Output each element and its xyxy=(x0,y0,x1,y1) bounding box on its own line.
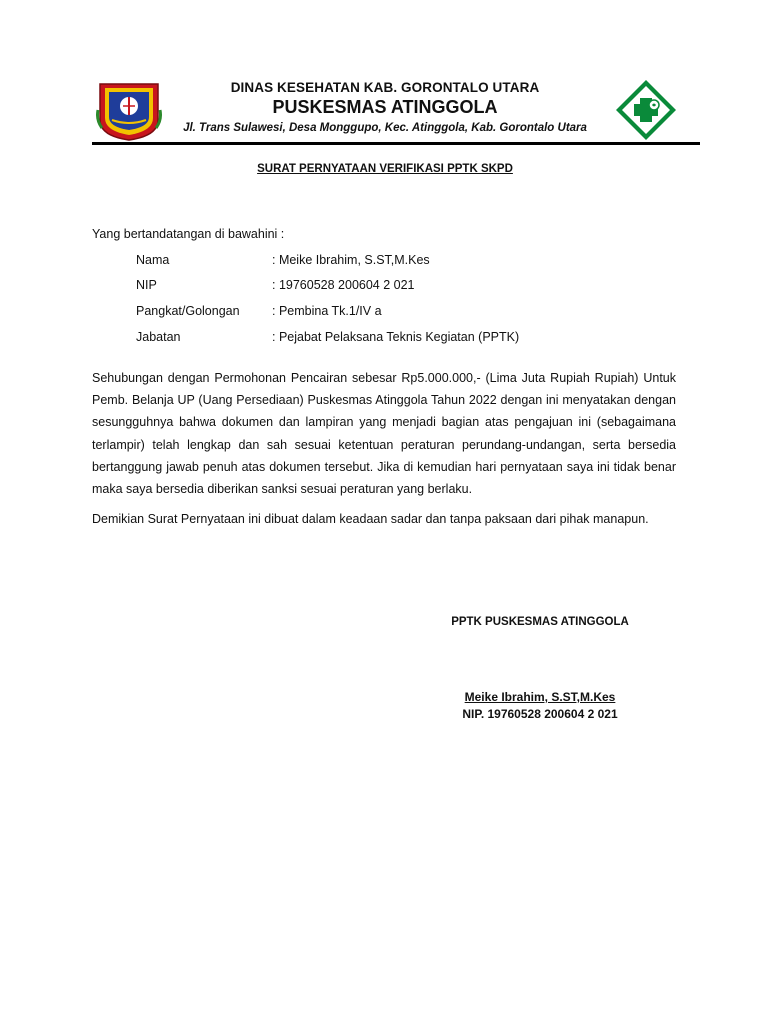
intro-text: Yang bertandatangan di bawahini : xyxy=(92,227,285,241)
puskesmas-cross-logo-icon xyxy=(614,78,678,142)
statement-paragraph: Sehubungan dengan Permohonan Pencairan sebesar Rp5.000.000,- (Lima Juta Rupiah Rupiah) Untuk Pemb. Belanja UP (Uang Persediaan) Puskesmas Atinggola Tahun 2022 dengan ini menyatakan dengan sesungguhnya bahwa dokumen dan lampiran yang menjadi bagian atas pengajuan ini (sebagaimana terlampir) telah lengkap dan sah sesuai ketentuan peraturan perundang-undangan, serta bersedia bertanggung jawab penuh atas dokumen tersebut. Jika di kemudian hari pernyataan saya ini tidak benar maka saya bersedia diberikan sanksi sesuai peraturan yang berlaku. xyxy=(92,371,676,497)
field-row-nama xyxy=(136,253,696,271)
field-value: : Pejabat Pelaksana Teknis Kegiatan (PPTK) xyxy=(272,330,520,344)
closing-paragraph: Demikian Surat Pernyataan ini dibuat dalam keadaan sadar dan tanpa paksaan dari pihak manapun. xyxy=(92,512,649,526)
field-value: : Pembina Tk.1/IV a xyxy=(272,304,382,318)
document-title: SURAT PERNYATAAN VERIFIKASI PPTK SKPD xyxy=(257,163,513,175)
field-label: Pangkat/Golongan xyxy=(136,304,240,318)
field-label: Nama xyxy=(136,253,170,267)
field-label: NIP xyxy=(136,278,157,292)
field-value: : Meike Ibrahim, S.ST,M.Kes xyxy=(272,253,430,267)
field-value: : 19760528 200604 2 021 xyxy=(272,278,415,292)
letterhead-agency: DINAS KESEHATAN KAB. GORONTALO UTARA xyxy=(230,80,540,95)
signature-title: PPTK PUSKESMAS ATINGGOLA xyxy=(451,616,629,628)
signatory-name: Meike Ibrahim, S.ST,M.Kes xyxy=(464,690,616,704)
field-row-jabatan xyxy=(136,330,696,348)
letterhead-institution: PUSKESMAS ATINGGOLA xyxy=(272,97,498,117)
letterhead-address: Jl. Trans Sulawesi, Desa Monggupo, Kec. Atinggola, Kab. Gorontalo Utara xyxy=(183,122,587,134)
field-label: Jabatan xyxy=(136,330,181,344)
letterhead-divider xyxy=(92,142,700,145)
field-row-nip xyxy=(136,278,696,296)
regency-emblem-icon xyxy=(96,80,162,142)
field-row-pangkat xyxy=(136,304,696,322)
signatory-nip: NIP. 19760528 200604 2 021 xyxy=(462,707,618,721)
